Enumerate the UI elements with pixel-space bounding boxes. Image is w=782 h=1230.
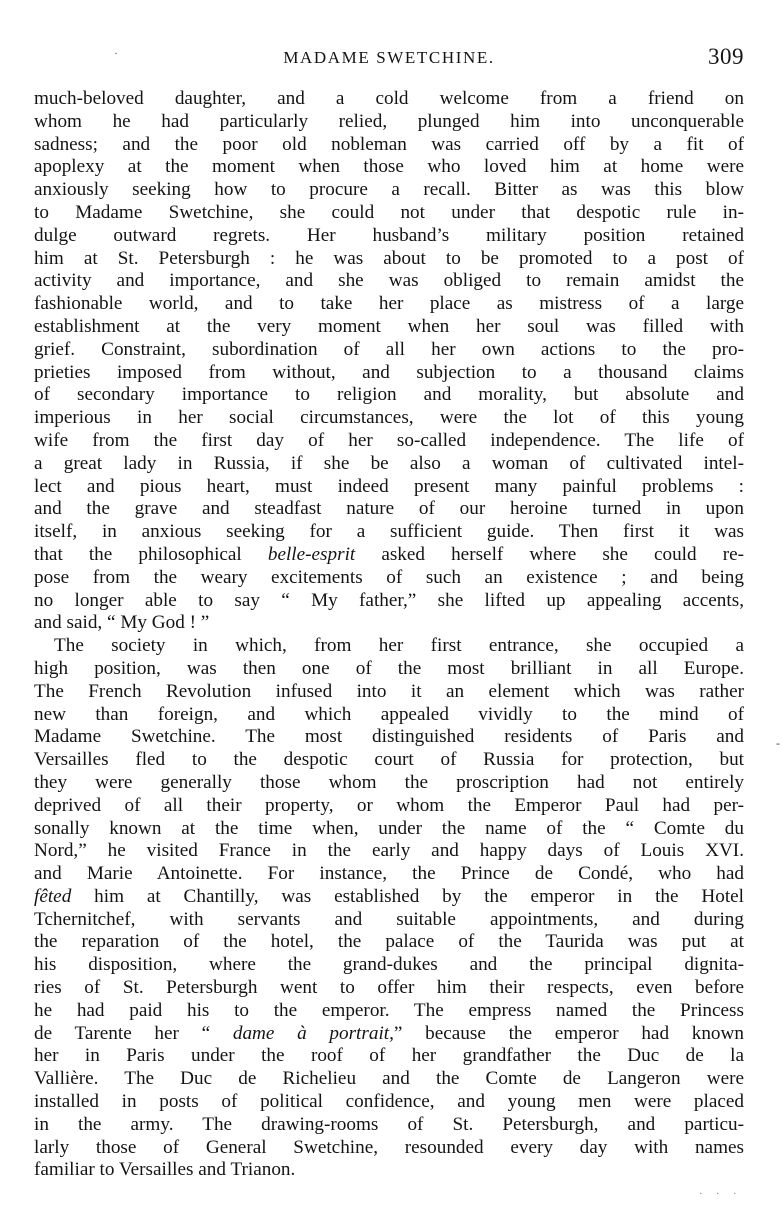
text-line-28: new than foreign, and which appealed vividly to the mind of xyxy=(34,703,744,725)
text-line-12: grief. Constraint, subordination of all her own actions to the pro- xyxy=(34,338,744,360)
text-line-39: his disposition, where the grand-dukes and the principal dignita- xyxy=(34,954,744,976)
text-line-32: deprived of all their property, or whom the Emperor Paul had per- xyxy=(34,794,744,816)
text-line-29: Madame Swetchine. The most distinguished residents of Paris and xyxy=(34,726,744,748)
text-line-9: activity and importance, and she was obliged to remain amidst the xyxy=(34,270,744,292)
text-line-43: her in Paris under the roof of her grandfather the Duc de la xyxy=(34,1045,744,1067)
text-line-22: pose from the weary excitements of such an existence ; and being xyxy=(34,566,744,588)
text-line-15: imperious in her social circumstances, were the lot of this young xyxy=(34,407,744,429)
text-line-18: lect and pious heart, must indeed present many painful problems : xyxy=(34,475,744,497)
text-line-40: ries of St. Petersburgh went to offer him their respects, even before xyxy=(34,977,744,999)
text-line-14: of secondary importance to religion and morality, but absolute and xyxy=(34,384,744,406)
text-line-44: Vallière. The Duc de Richelieu and the Comte de Langeron were xyxy=(34,1068,744,1090)
text-line-19: and the grave and steadfast nature of our heroine turned in upon xyxy=(34,498,744,520)
running-title: MADAME SWETCHINE. xyxy=(283,48,495,67)
text-line-5: anxiously seeking how to procure a recall. Bitter as was this blow xyxy=(34,179,744,201)
page-number: 309 xyxy=(708,44,744,69)
text-line-16: wife from the first day of her so-called independence. The life of xyxy=(34,429,744,451)
body-text xyxy=(34,88,744,1182)
text-line-34: Nord,” he visited France in the early and happy days of Louis XVI. xyxy=(34,840,744,862)
header-mark: · xyxy=(114,46,118,60)
italic-phrase: dame à portrait, xyxy=(232,1022,394,1044)
italic-phrase: fêted xyxy=(34,885,72,907)
text-line-42: de Tarente her “ dame à portrait,” because the emperor had known xyxy=(34,1022,744,1044)
text-line-33: sonally known at the time when, under the name of the “ Comte du xyxy=(34,817,744,839)
text-line-37: Tchernitchef, with servants and suitable appointments, and during xyxy=(34,908,744,930)
text-line-13: prieties imposed from without, and subjection to a thousand claims xyxy=(34,361,744,383)
text-line-21: that the philosophical belle-esprit asked herself where she could re- xyxy=(34,543,744,565)
text-line-7: dulge outward regrets. Her husband’s military position retained xyxy=(34,224,744,246)
text-line-35: and Marie Antoinette. For instance, the Prince de Condé, who had xyxy=(34,863,744,885)
text-line-47: larly those of General Swetchine, resounded every day with names xyxy=(34,1136,744,1158)
text-line-38: the reparation of the hotel, the palace of the Taurida was put at xyxy=(34,931,744,953)
italic-phrase: belle-esprit xyxy=(267,543,356,565)
text-line-8: him at St. Petersburgh : he was about to be promoted to a post of xyxy=(34,247,744,269)
margin-edge-mark: - xyxy=(776,736,780,750)
text-line-4: apoplexy at the moment when those who loved him at home were xyxy=(34,156,744,178)
text-line-24: and said, “ My God ! ” xyxy=(34,612,210,634)
text-line-27: The French Revolution infused into it an element which was rather xyxy=(34,680,744,702)
text-line-26: high position, was then one of the most brilliant in all Europe. xyxy=(34,657,744,679)
text-line-23: no longer able to say “ My father,” she lifted up appealing accents, xyxy=(34,589,744,611)
text-line-31: they were generally those whom the proscription had not entirely xyxy=(34,771,744,793)
text-line-48: familiar to Versailles and Trianon. xyxy=(34,1159,296,1181)
text-line-41: he had paid his to the emperor. The empress named the Princess xyxy=(34,999,744,1021)
text-line-3: sadness; and the poor old nobleman was carried off by a fit of xyxy=(34,133,744,155)
text-line-11: establishment at the very moment when her soul was filled with xyxy=(34,315,744,337)
text-line-36: fêted him at Chantilly, was established by the emperor in the Hotel xyxy=(34,885,744,907)
text-line-2: whom he had particularly relied, plunged him into unconquerable xyxy=(34,110,744,132)
text-line-1: much-beloved daughter, and a cold welcome from a friend on xyxy=(34,88,744,109)
margin-foot-mark: . . . xyxy=(699,1186,742,1197)
text-line-10: fashionable world, and to take her place as mistress of a large xyxy=(34,293,744,315)
text-line-17: a great lady in Russia, if she be also a woman of cultivated intel- xyxy=(34,452,744,474)
text-line-46: in the army. The drawing-rooms of St. Petersburgh, and particu- xyxy=(34,1113,744,1135)
text-line-6: to Madame Swetchine, she could not under that despotic rule in- xyxy=(34,201,744,223)
text-line-20: itself, in anxious seeking for a sufficient guide. Then first it was xyxy=(34,521,744,543)
text-line-45: installed in posts of political confidence, and young men were placed xyxy=(34,1091,744,1113)
running-head xyxy=(34,44,744,74)
text-line-30: Versailles fled to the despotic court of Russia for protection, but xyxy=(34,749,744,771)
text-line-25: The society in which, from her first entrance, she occupied a xyxy=(54,635,744,657)
